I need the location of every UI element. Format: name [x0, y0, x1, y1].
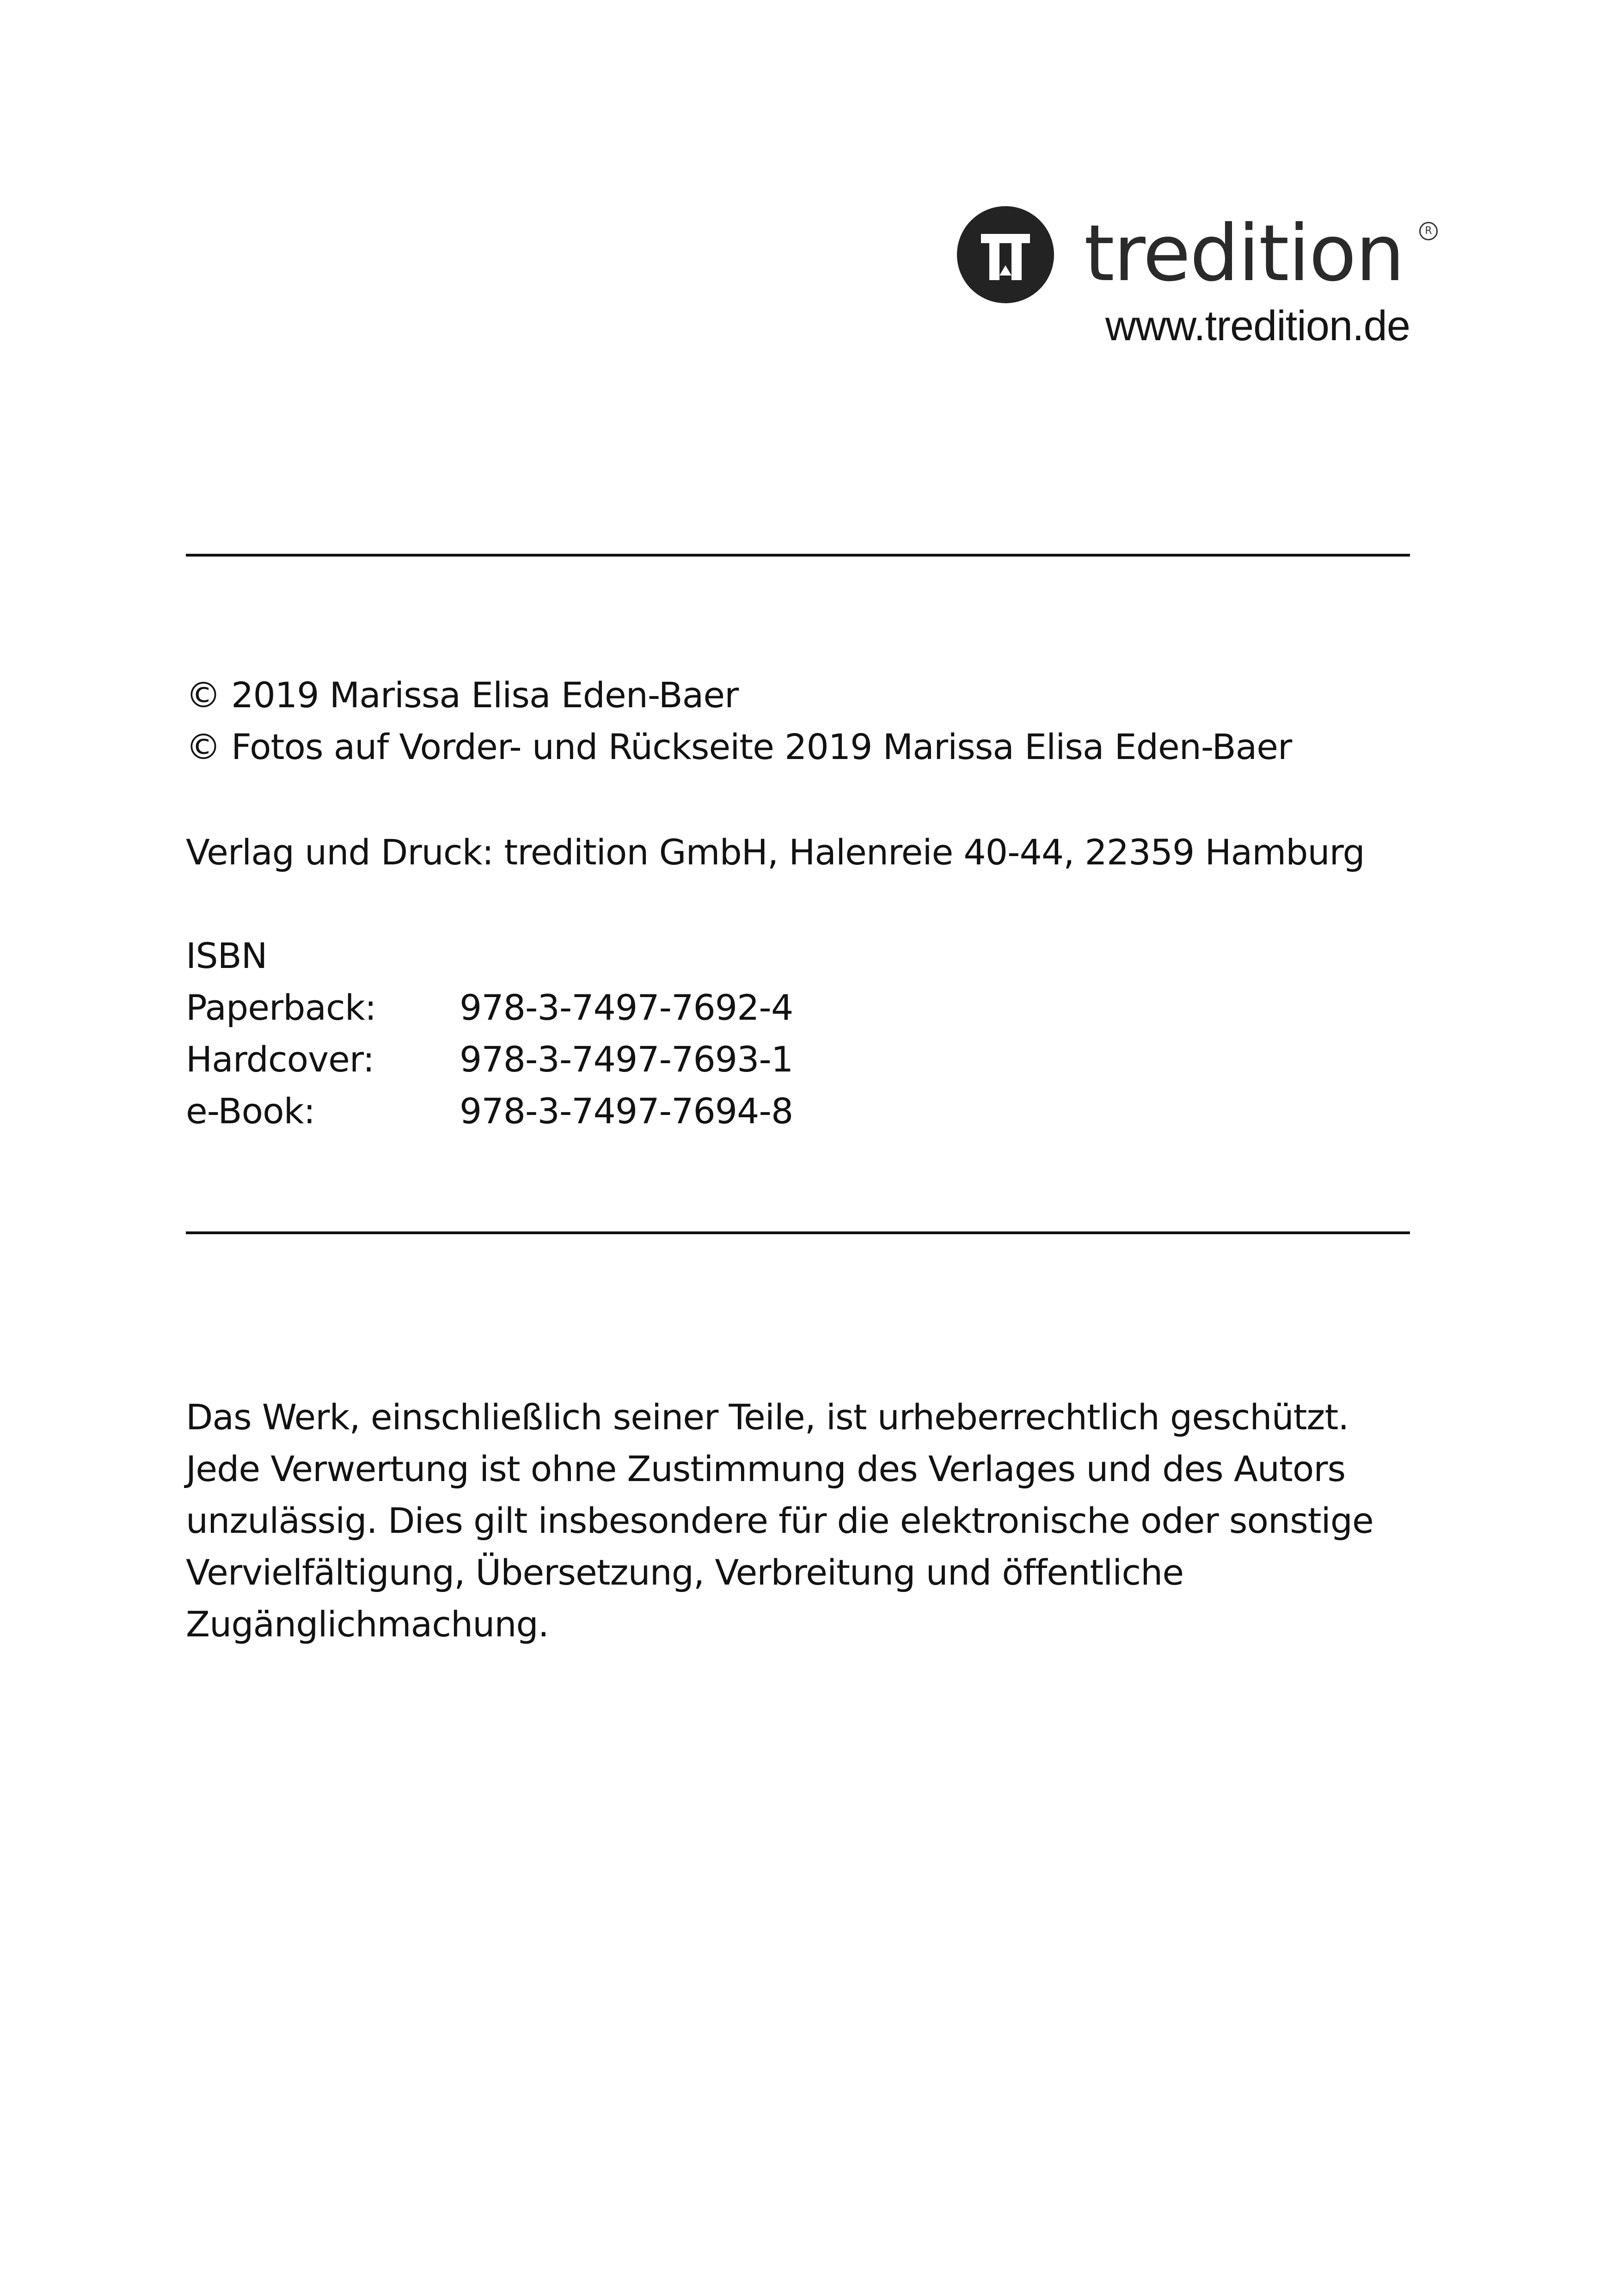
divider-bottom	[186, 1231, 1410, 1234]
isbn-row	[186, 1085, 793, 1137]
notice-line: Jede Verwertung ist ohne Zustimmung des Verlages und des Autors	[186, 1448, 1346, 1489]
isbn-value: 978-3-7497-7693-1	[460, 1039, 793, 1080]
isbn-label: e-Book:	[186, 1090, 315, 1132]
publisher-logo	[952, 203, 1432, 310]
isbn-label: Paperback:	[186, 987, 376, 1028]
isbn-row	[186, 982, 793, 1034]
divider-top	[186, 554, 1410, 557]
notice-line: Das Werk, einschließlich seiner Teile, ist urheberrechtlich geschützt.	[186, 1396, 1349, 1438]
isbn-heading: ISBN	[186, 935, 267, 976]
copyright-photos-line: © Fotos auf Vorder- und Rückseite 2019 Marissa Elisa Eden-Baer	[186, 726, 1292, 767]
legal-notice	[186, 1391, 1373, 1650]
notice-line: Vervielfältigung, Übersetzung, Verbreitung und öffentliche	[186, 1552, 1184, 1593]
notice-line: Zugänglichmachung.	[186, 1604, 549, 1645]
isbn-block	[186, 930, 793, 1137]
isbn-value: 978-3-7497-7692-4	[460, 987, 793, 1028]
copyright-block	[186, 669, 1292, 773]
notice-line: unzulässig. Dies gilt insbesondere für die elektronische oder sonstige	[186, 1500, 1373, 1541]
publisher-url: www.tredition.de	[1105, 302, 1410, 349]
isbn-row	[186, 1034, 793, 1085]
registered-mark: R	[1419, 222, 1438, 240]
publisher-line: Verlag und Druck: tredition GmbH, Halenreie 40-44, 22359 Hamburg	[186, 832, 1365, 873]
logo-wordmark: tredition	[1084, 208, 1404, 299]
isbn-value: 978-3-7497-7694-8	[460, 1090, 793, 1132]
tredition-emblem-icon	[957, 206, 1054, 303]
isbn-label: Hardcover:	[186, 1039, 374, 1080]
copyright-line: © 2019 Marissa Elisa Eden-Baer	[186, 674, 739, 716]
